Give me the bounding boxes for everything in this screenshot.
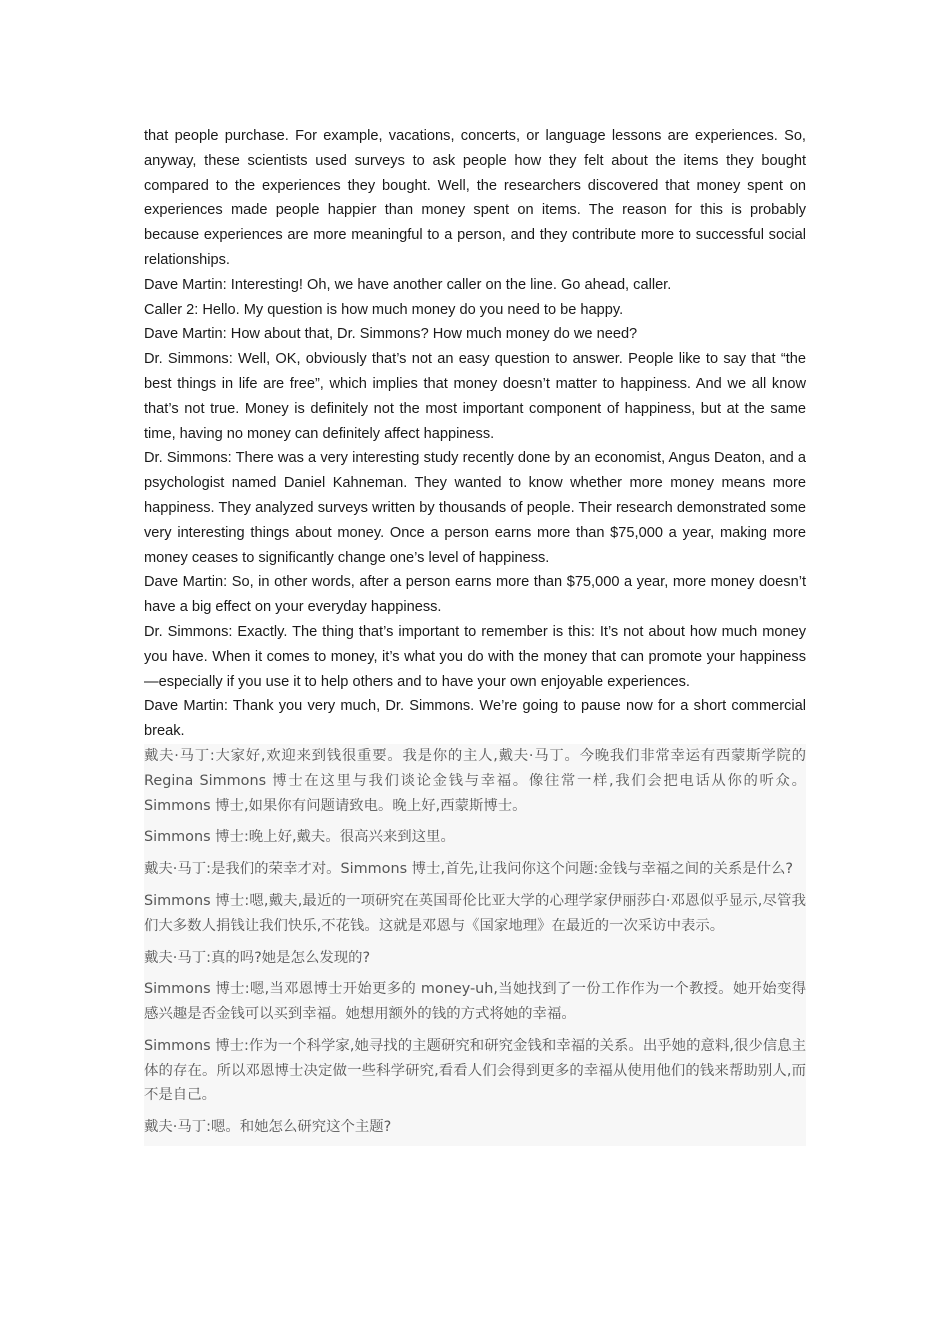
transcript-paragraph: that people purchase. For example, vacations, concerts, or language lessons are experiences. So, anyway, these scientists used surveys to ask people how they felt about the items they bought compared to the experiences they bought. Well, the researchers discovered that money spent on experiences made people happier than money spent on items. The reason for this is probably because experiences are more meaningful to a person, and they contribute more to successful social relationships. bbox=[144, 128, 806, 268]
transcript-paragraph: Dr. Simmons: There was a very interesting study recently done by an economist, Angus Deaton, and a psychologist named Daniel Kahneman. They wanted to know whether more money means more happiness. They analyzed surveys written by thousands of people. Their research demonstrated some very interesting things about money. Once a person earns more than $75,000 a year, making more money ceases to significantly change one’s level of happiness. bbox=[144, 450, 806, 566]
chinese-translation bbox=[144, 744, 806, 1146]
english-transcript bbox=[144, 124, 806, 744]
page-content bbox=[144, 124, 806, 1146]
transcript-paragraph: Dave Martin: Interesting! Oh, we have another caller on the line. Go ahead, caller. bbox=[144, 276, 672, 293]
transcript-paragraph: Dave Martin: How about that, Dr. Simmons? How much money do we need? bbox=[144, 326, 638, 343]
translation-paragraph: Simmons 博士:作为一个科学家,她寻找的主题研究和研究金钱和幸福的关系。出乎她的意料,很少信息主体的存在。所以邓恩博士决定做一些科学研究,看看人们会得到更多的幸福从使用他们的钱来帮助别人,而不是自己。 bbox=[144, 1037, 806, 1104]
transcript-paragraph: Caller 2: Hello. My question is how much money do you need to be happy. bbox=[144, 301, 624, 318]
translation-paragraph: Simmons 博士:嗯,戴夫,最近的一项研究在英国哥伦比亚大学的心理学家伊丽莎白·邓恩似乎显示,尽管我们大多数人捐钱让我们快乐,不花钱。这就是邓恩与《国家地理》在最近的一次采访中表示。 bbox=[144, 892, 806, 934]
translation-paragraph: 戴夫·马丁:是我们的荣幸才对。Simmons 博士,首先,让我问你这个问题:金钱与幸福之间的关系是什么? bbox=[144, 861, 794, 878]
translation-paragraph: 戴夫·马丁:真的吗?她是怎么发现的? bbox=[144, 949, 371, 966]
transcript-paragraph: Dave Martin: Thank you very much, Dr. Simmons. We’re going to pause now for a short commercial break. bbox=[144, 698, 806, 740]
transcript-paragraph: Dave Martin: So, in other words, after a person earns more than $75,000 a year, more money doesn’t have a big effect on your everyday happiness. bbox=[144, 574, 806, 616]
transcript-paragraph: Dr. Simmons: Exactly. The thing that’s important to remember is this: It’s not about how much money you have. When it comes to money, it’s what you do with the money that can promote your happiness—especially if you use it to help others and to have your own enjoyable experiences. bbox=[144, 623, 806, 690]
translation-paragraph: Simmons 博士:嗯,当邓恩博士开始更多的 money-uh,当她找到了一份工作作为一个教授。她开始变得感兴趣是否金钱可以买到幸福。她想用额外的钱的方式将她的幸福。 bbox=[144, 981, 806, 1023]
translation-paragraph: 戴夫·马丁:大家好,欢迎来到钱很重要。我是你的主人,戴夫·马丁。今晚我们非常幸运有西蒙斯学院的 Regina Simmons 博士在这里与我们谈论金钱与幸福。像往常一样,我们会把电话从你的听众。Simmons 博士,如果你有问题请致电。晚上好,西蒙斯博士。 bbox=[144, 747, 806, 814]
transcript-paragraph: Dr. Simmons: Well, OK, obviously that’s not an easy question to answer. People like to say that “the best things in life are free”, which implies that money doesn’t matter to happiness. And we all know that’s not true. Money is definitely not the most important component of happiness, but at the same time, having no money can definitely affect happiness. bbox=[144, 351, 806, 442]
translation-paragraph: 戴夫·马丁:嗯。和她怎么研究这个主题? bbox=[144, 1119, 392, 1136]
translation-paragraph: Simmons 博士:晚上好,戴夫。很高兴来到这里。 bbox=[144, 829, 455, 846]
